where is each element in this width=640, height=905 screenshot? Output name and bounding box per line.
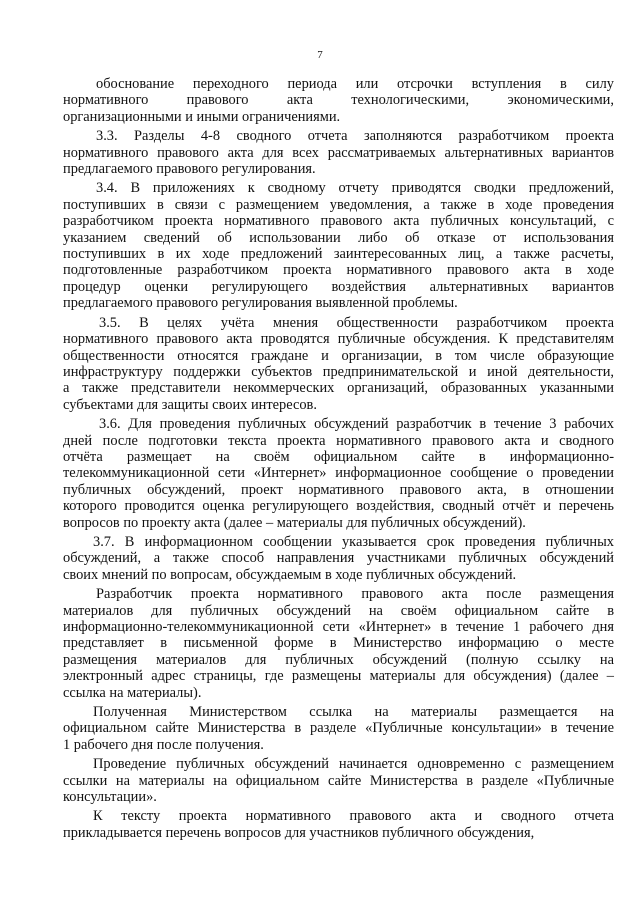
text-line: публичных обсуждений, проект нормативного правового акта, в отношении bbox=[63, 481, 614, 498]
text-line: 3.3. Разделы 4-8 сводного отчета заполняются разработчиком проекта bbox=[96, 128, 614, 145]
page-number: 7 bbox=[317, 49, 323, 61]
text-line: поступивших в их ходе предложений заинтересованных лиц, а также расчеты, bbox=[63, 246, 614, 263]
text-line: нормативного правового акта технологическими, экономическими, bbox=[63, 92, 614, 109]
text-line: ссылка на материалы). bbox=[63, 684, 202, 701]
text-line: 1 рабочего дня после получения. bbox=[63, 736, 264, 753]
text-line: электронный адрес страницы, где размещены материалы для обсуждения) (далее – bbox=[63, 668, 614, 685]
text-line: а также представители некоммерческих организаций, образованных указанными bbox=[63, 380, 614, 397]
text-line: инфраструктуру поддержки субъектов предпринимательской и иной деятельности, bbox=[63, 363, 614, 380]
text-line: подготовленные разработчиком проекта нормативного правового акта в ходе bbox=[63, 262, 614, 279]
text-line: 3.4. В приложениях к сводному отчету приводятся сводки предложений, bbox=[96, 180, 614, 197]
paragraph bbox=[63, 756, 614, 805]
text-line: процедур оценки регулирующего воздействия альтернативных вариантов bbox=[63, 278, 614, 295]
paragraph bbox=[63, 704, 614, 753]
text-line: обсуждений, а также способ направления участниками публичных обсуждений bbox=[63, 550, 614, 567]
text-line: поступивших в связи с размещением уведомления, а также в ходе проведения bbox=[63, 196, 614, 213]
text-line: своих мнений по вопросам, обсуждаемым в ходе публичных обсуждений. bbox=[63, 566, 517, 583]
text-line: размещения материалов для публичных обсуждений (полную ссылку на bbox=[63, 651, 614, 668]
text-line: субъектами для защиты своих интересов. bbox=[63, 396, 317, 413]
paragraph bbox=[63, 180, 614, 311]
text-line: общественности относятся граждане и организации, в том числе образующие bbox=[63, 347, 614, 364]
text-line: которого проводится оценка регулирующего воздействия, сводный отчёт и перечень bbox=[63, 498, 614, 515]
paragraph bbox=[63, 128, 614, 177]
text-line: информационно-телекоммуникационной сети «Интернет» в течение 1 рабочего дня bbox=[63, 619, 614, 635]
text-line: материалов для публичных обсуждений на своём официальном сайте в bbox=[63, 602, 614, 619]
paragraph bbox=[63, 315, 614, 413]
text-line: указанием сведений об использовании либо об отказе от использования bbox=[63, 229, 614, 246]
text-line: 3.6. Для проведения публичных обсуждений разработчик в течение 3 рабочих bbox=[99, 416, 614, 433]
text-line: вопросов по проекту акта (далее – материалы для публичных обсуждений). bbox=[63, 514, 526, 531]
text-line: нормативного правового акта для всех рассматриваемых альтернативных вариантов bbox=[63, 144, 614, 161]
text-line: официальном сайте Министерства в разделе «Публичные консультации» в течение bbox=[63, 720, 614, 737]
text-line: Проведение публичных обсуждений начинается одновременно с размещением bbox=[93, 756, 614, 773]
text-line: нормативного правового акта проводятся публичные обсуждения. К представителям bbox=[63, 331, 614, 348]
text-line: К тексту проекта нормативного правового акта и сводного отчета bbox=[93, 808, 614, 825]
text-line: Полученная Министерством ссылка на материалы размещается на bbox=[93, 704, 614, 721]
document-body bbox=[63, 76, 614, 841]
text-line: 3.5. В целях учёта мнения общественности разработчиком проекта bbox=[99, 314, 614, 331]
text-line: ссылки на материалы на официальном сайте Министерства в разделе «Публичные bbox=[63, 772, 614, 789]
text-line: консультации». bbox=[63, 789, 157, 806]
text-line: телекоммуникационной сети «Интернет» информационное сообщение о проведении bbox=[63, 465, 614, 482]
text-line: Разработчик проекта нормативного правового акта после размещения bbox=[96, 586, 614, 603]
paragraph bbox=[63, 76, 614, 125]
text-line: разработчиком проекта нормативного правового акта публичных консультаций, с bbox=[63, 213, 614, 230]
text-line: 3.7. В информационном сообщении указывается срок проведения публичных bbox=[93, 533, 614, 550]
paragraph bbox=[63, 416, 614, 531]
paragraph bbox=[63, 586, 614, 701]
text-line: прикладывается перечень вопросов для участников публичного обсуждения, bbox=[63, 824, 535, 841]
text-line: предлагаемого правового регулирования. bbox=[63, 161, 316, 178]
text-line: организационными и иными ограничениями. bbox=[63, 108, 341, 125]
text-line: дней после подготовки текста проекта нормативного правового акта и сводного bbox=[63, 432, 614, 449]
text-line: отчёта размещает на своём официальном сайте в информационно- bbox=[63, 448, 614, 465]
paragraph bbox=[63, 808, 614, 841]
paragraph bbox=[63, 534, 614, 583]
text-line: представляет в письменной форме в Министерство информацию о месте bbox=[63, 635, 614, 652]
text-line: обоснование переходного периода или отсрочки вступления в силу bbox=[96, 76, 614, 92]
text-line: предлагаемого правового регулирования выявленной проблемы. bbox=[63, 295, 458, 312]
